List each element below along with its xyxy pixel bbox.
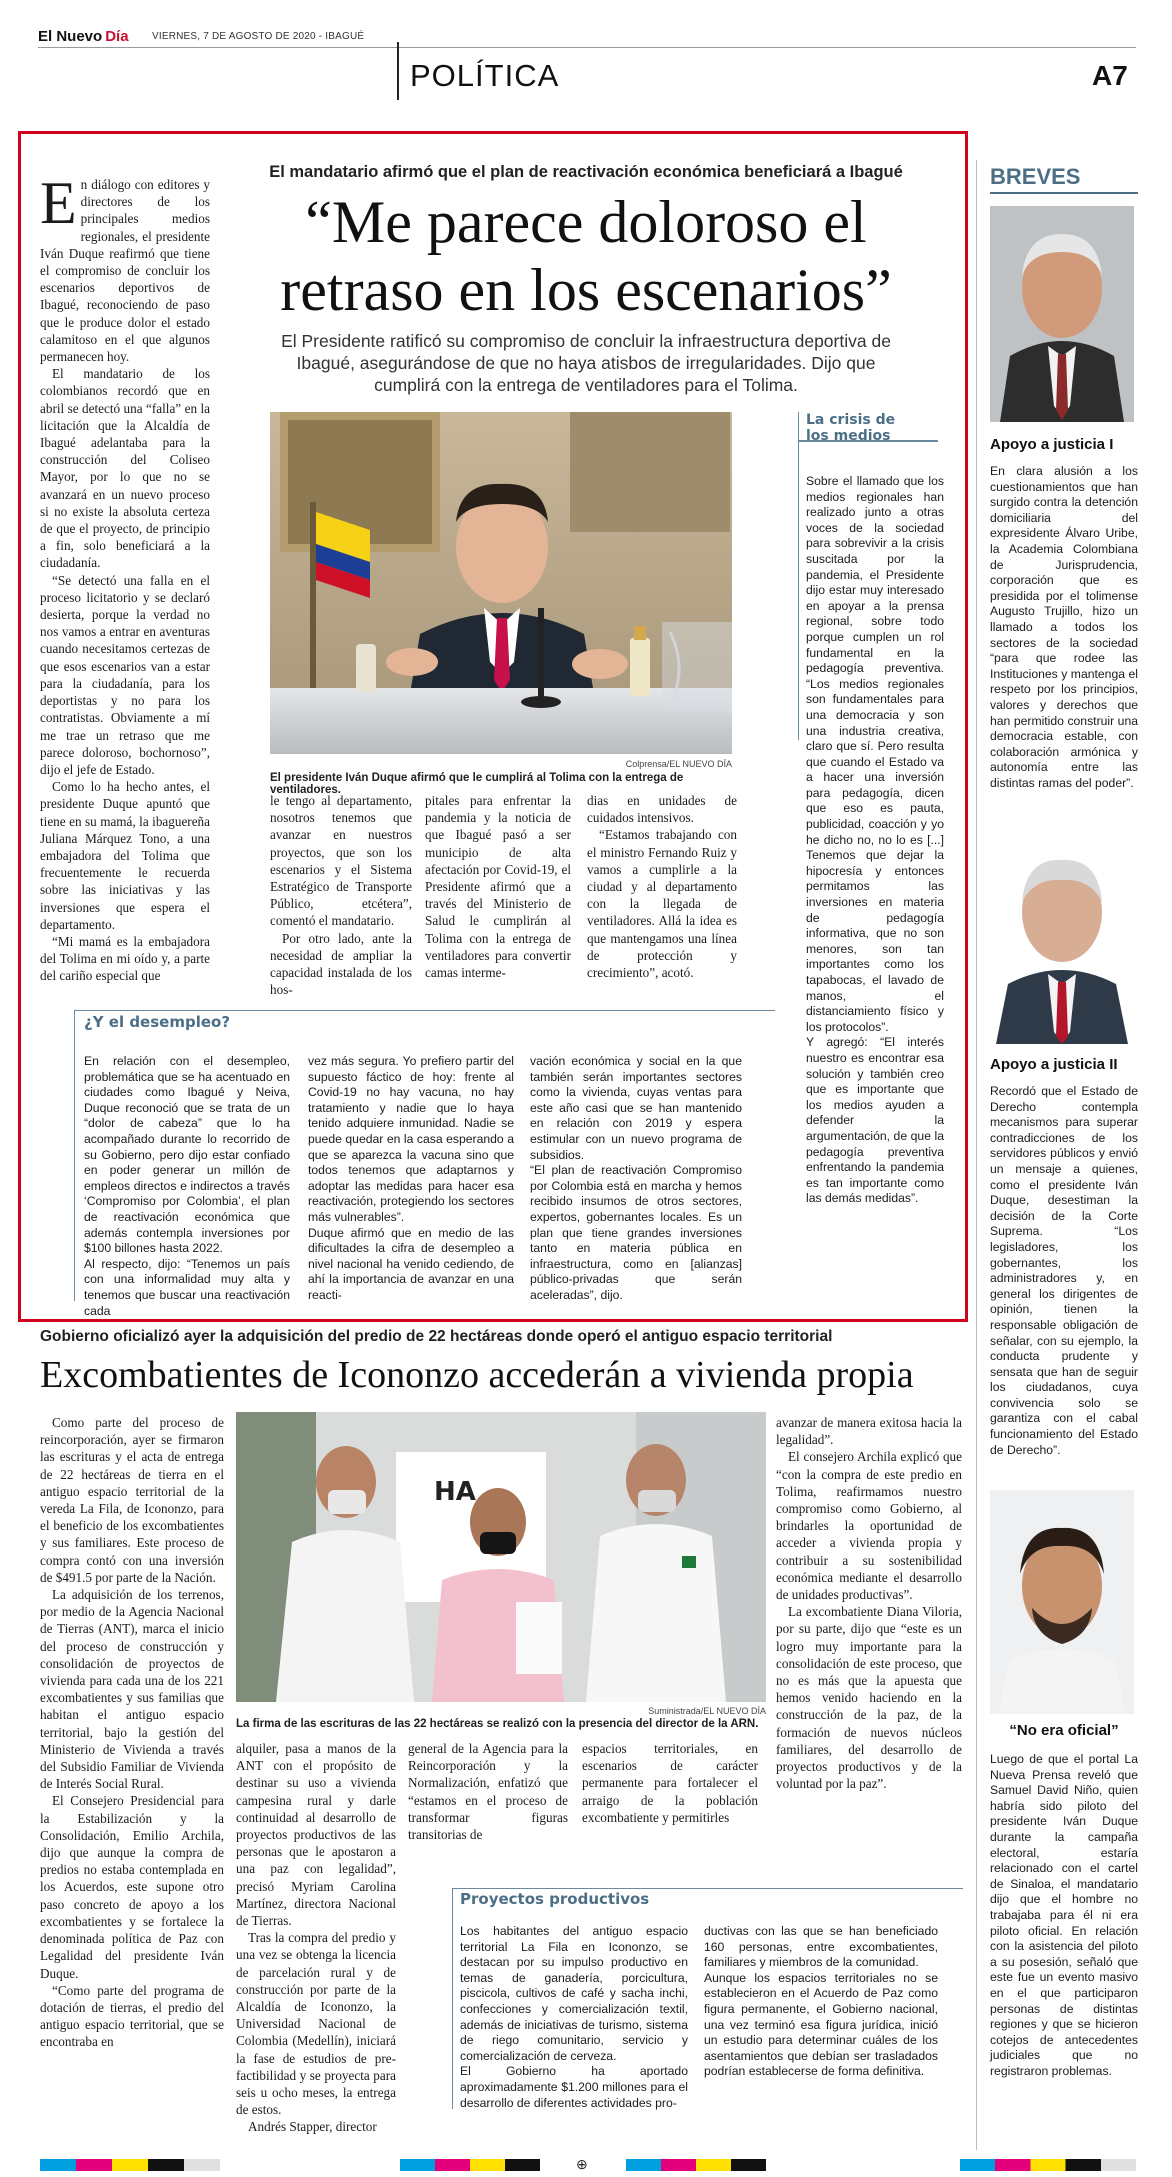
desempleo-col2 <box>308 1054 514 1304</box>
second-col3 <box>408 1740 568 1843</box>
main-photo-caption: El presidente Iván Duque afirmó que le cumplirá al Tolima con la entrega de ventiladores. <box>270 772 684 796</box>
second-photo-caption: La firma de las escrituras de las 22 hectáreas se realizó con la presencia del director de la ARN. <box>236 1718 759 1730</box>
productivos-col1 <box>460 1924 688 2111</box>
second-col5-p1: avanzar de manera exitosa hacia la legalidad”. <box>776 1415 962 1448</box>
color-bar-right <box>960 2159 1136 2171</box>
breves-label-rule <box>990 192 1138 194</box>
section-title: POLÍTICA <box>410 58 560 93</box>
breves-item1-title: Apoyo a justicia I <box>990 436 1114 453</box>
breves-divider <box>976 160 977 2150</box>
section-divider <box>397 42 399 100</box>
main-col1-p4: Como lo ha hecho antes, el presidente Duque apuntó que tiene en su mamá, la ibaguereña Juliana Márquez Tono, a una embajadora del Tolima que frecuentemente le recuerda sobre las iniciativas y las inversiones que espera el departamento. <box>40 779 210 932</box>
arn-photo-sign: HA <box>434 1477 476 1507</box>
desempleo-col2-p1: vez más segura. Yo prefiero partir del supuesto fáctico de hoy: frente al Covid-19 no hay vacuna, no hay tratamiento y nadie que lo haya tenido adquiere inmunidad. Nadie se puede quedar en la casa esperando a que se aparezca la vacuna sino que todos tenemos que adaptarnos y adoptar las medidas para hacer esa reactivación, protegiendo los sectores más vulnerables”. <box>308 1054 514 1224</box>
desempleo-col1-p1: En relación con el desempleo, problemática que se ha acentuado en ciudades como Ibagué y Neiva, Duque reconoció que se trata de un “dolor de cabeza” que lo ha acompañado durante lo recorrido de su Gobierno, pero dijo estar confiado en poder generar un millón de empleos directos e indirectos a través ‘Compromiso por Colombia’, el plan de reactivación económica que además contempla inversiones por $100 billones hasta 2022. <box>84 1054 290 1256</box>
breves-item3-text: Luego de que el portal La Nueva Prensa reveló que Samuel David Niño, quien habría sido piloto del presidente Iván Duque durante la campaña electoral, estaría relacionado con el cartel de Sinaloa, el mandatario dijo que el hombre no trabajaba para él ni era piloto oficial. En relación con la asistencia del piloto a su posesión, señaló que este fue un evento masivo en el que participaron personas de distintas regiones y que se hicieron cotejos de antecedentes judiciales que no registraron problemas. <box>990 1752 1138 2078</box>
second-col4-p1: espacios territoriales, en escenarios de carácter permanente para fortalecer el arraigo de la población excombatiente y permitirles <box>582 1741 758 1825</box>
main-col1-p3: “Se detectó una falla en el proceso licitatorio y se declaró desierta, porque la verdad no nos vamos a entrar en aventuras cuando necesitamos certezas de que esos escenarios van a estar para la ciudadanía, para los deportistas y no para los contratistas. Obviamente a mí me trae un retraso que me parece doloroso, bochornoso”, dijo el jefe de Estado. <box>40 572 210 777</box>
productivos-box-title: Proyectos productivos <box>460 1890 657 1908</box>
second-col1-p2: La adquisición de los terrenos, por medio de la Agencia Nacional de Tierras (ANT), marca el inicio del proceso de construcción y consolidación de proyectos de vivienda para cada una de los 221 excombatientes y sus familias que habitan el antiguo espacio territorial, bajo la gestión del Ministerio de Vivienda a través del Subsidio Familiar de Vivienda de Interés Social Rural. <box>40 1587 224 1792</box>
desempleo-col1 <box>84 1054 290 1319</box>
productivos-col1-p1: Los habitantes del antiguo espacio territorial La Fila en Icononzo, se destacan por su impulso productivo en temas de ganadería, porcicultura, piscicola, cultivos de café y sacha inchi, confecciones y comercialización textil, además de iniciativas de turismo, sistema de riego comunitario, servicio y comercialización de cerveza. <box>460 1924 688 2063</box>
desempleo-box-title: ¿Y el desempleo? <box>84 1013 238 1031</box>
page-number: A7 <box>1092 60 1128 91</box>
main-col4-p1: dias en unidades de cuidados intensivos. <box>587 793 737 826</box>
main-col2-p1: le tengo al departamento, nosotros tenemos que avanzar en nuestros proyectos, que son los escenarios y el Sistema Estratégico de Transporte Público, etcétera”, comentó el mandatario. <box>270 793 412 929</box>
second-col5 <box>776 1414 962 1792</box>
main-headline-line2: retraso en los escenarios” <box>280 257 892 323</box>
trujillo-photo-art <box>990 206 1134 422</box>
main-col4-p2: “Estamos trabajando con el ministro Fernando Ruiz y vamos a cumplirle a la ciudad y al departamento con la llegada de ventiladores. Allá la idea es que mantengamos una línea de protección y crecimiento”, acotó. <box>587 827 737 981</box>
color-bar-left <box>40 2159 220 2171</box>
uribe-photo-art <box>990 826 1134 1044</box>
arn-photo-art <box>236 1412 766 1702</box>
crisis-box-title <box>806 412 895 444</box>
second-headline: Excombatientes de Icononzo accederán a vivienda propia <box>40 1354 914 1396</box>
productivos-col2-p1: ductivas con las que se han beneficiado 160 personas, entre excombatientes, familiares y miembros de la comunidad. <box>704 1924 938 1970</box>
main-col1-p2: El mandatario de los colombianos recordó que en abril se detectó una “falla” en la licitación que la Alcaldía de Ibagué adelantaba para la construcción del Coliseo Mayor, por lo que no se avanzará en un nuevo proceso si no existe la absoluta certeza de que el proyecto, de principio a fin, solo beneficiará a la ciudadanía. <box>40 366 210 571</box>
second-col2-p3: Andrés Stapper, director <box>248 2119 377 2135</box>
dateline: VIERNES, 7 DE AGOSTO DE 2020 - IBAGUÉ <box>152 31 365 42</box>
second-kicker: Gobierno oficializó ayer la adquisición del predio de 22 hectáreas donde operó el antiguo espacio territorial <box>40 1328 833 1345</box>
second-col1-p3: El Consejero Presidencial para la Estabilización y la Consolidación, Emilio Archila, dijo que aunque la compra de predios no estaba contemplada en los Acuerdos, este supone otro paso concreto de apoyo a los excombatientes y se fortalece la denominada política de Paz con Legalidad del presidente Iván Duque. <box>40 1793 224 1981</box>
crisis-title-1: La crisis de <box>806 412 896 428</box>
uribe-photo <box>990 826 1134 1044</box>
main-col3-p1: pitales para enfrentar la pandemia y la noticia de que Ibagué pasó a ser municipio de alta afectación por Covid-19, el Presidente afirmó que a través del Ministerio de Salud le cumplirán al Tolima con la entrega de ventiladores para convertir camas interme- <box>425 793 571 981</box>
breves-item2-title: Apoyo a justicia II <box>990 1056 1118 1073</box>
main-col3 <box>425 792 571 981</box>
main-col2-p2: Por otro lado, ante la necesidad de ampliar la capacidad instalada de los hos- <box>270 930 412 998</box>
second-col5-p3: La excombatiente Diana Viloria, por su parte, dijo que “este es un logro muy importante para la consolidación de este proceso, que no es más que la apuesta que hemos venido haciendo en la construcción de la paz, de la formación de nuevos núcleos familiares, del desarrollo de proyectos productivos y de la voluntad por la paz”. <box>776 1604 962 1792</box>
desempleo-col1-p2: Al respecto, dijo: “Tenemos un país con una informalidad muy alta y tenemos que buscar una reactivación cada <box>84 1256 290 1318</box>
desempleo-col2-p2: Duque afirmó que en medio de las dificultades la cifra de desempleo a nivel nacional ha venido cediendo, de ahí la importancia de avanzar en una reacti- <box>308 1225 514 1302</box>
second-col5-p2: El consejero Archila explicó que “con la compra de este predio en Tolima, reafirmamos nuestro compromiso como Gobierno, al brindarles la oportunidad de acceder a vivienda propia y contribuir a su sostenibilidad económica mediante el desarrollo de unidades productivas”. <box>776 1449 962 1603</box>
duque-photo <box>270 412 732 754</box>
breves-item3-title: “No era oficial” <box>1009 1722 1119 1739</box>
desempleo-col3-p1: vación económica y social en la que también serán importantes sectores como la vivienda, cuyas ventas para este año casi que se han mantenido en relación con 2019 y espera estimular con un nuevo programa de subsidios. <box>530 1054 742 1162</box>
second-col1-p4: “Como parte del programa de dotación de tierras, el predio del antiguo espacio territorial, que se encontraba en <box>40 1982 224 2050</box>
main-col1 <box>40 170 210 985</box>
crisis-box-rule <box>798 412 799 740</box>
main-col4 <box>587 792 737 981</box>
registration-mark-icon: ⊕ <box>576 2156 588 2172</box>
second-col3-p1: general de la Agencia para la Reincorporación y la Normalización, enfatizó que “estamos en el proceso de transformar figuras transitorias de <box>408 1741 568 1843</box>
main-kicker: El mandatario afirmó que el plan de reactivación económica beneficiará a Ibagué <box>269 163 903 181</box>
breves-label: BREVES <box>990 164 1081 189</box>
color-bar-center-left <box>400 2159 540 2171</box>
main-deck: El Presidente ratificó su compromiso de concluir la infraestructura deportiva de Ibagué, asegurándose de que no haya atisbos de irregularidades. Dijo que cumplirá con la entrega de ventiladores para el Tolima. <box>281 331 891 395</box>
second-col2-p1: alquiler, pasa a manos de la ANT con el propósito de destinar su uso a vivienda campesina rural y darle continuidad al desarrollo de proyectos productivos de las personas que le apostaron a una paz con legalidad”, precisó Myriam Carolina Martínez, directora Nacional de Tierras. <box>236 1741 396 1929</box>
duque-photo-art <box>270 412 732 754</box>
productivos-col1-p2: El Gobierno ha aportado aproximadamente $1.200 millones para el desarrollo de diferentes actividades pro- <box>460 2064 688 2110</box>
desempleo-col3-p2: “El plan de reactivación Compromiso por Colombia está en marcha y hemos recibido insumos de otros sectores, expertos, gobernantes locales. Es un plan que tiene grandes inversiones tanto en materia pública en infraestructura, como en [alianzas] público-privadas que serán aceleradas”, dijo. <box>530 1163 742 1302</box>
crisis-text-p1: Sobre el llamado que los medios regionales han realizado junto a otras voces de la sociedad para sobrevivir a la crisis suscitada por la pandemia, el Presidente dijo estar muy interesado en apoyar a la prensa regional, sobre todo porque cumplen un rol fundamental en la pedagogía preventiva. “Los medios regionales son fundamentales para una democracia y son una industria creativa, claro que sí. Pero resulta que cuando el Estado va a hacer una inversión para pedagogía, dicen que eso es pauta, publicidad, coacción y yo he dicho no, no lo es [...] Tenemos que dejar la hipocresía y entonces permitamos las inversiones en materia de pedagogía informativa, que no son menores, son tan importantes como los tapabocas, el lavado de manos, el distanciamiento físico y los protocolos”. <box>806 474 944 1034</box>
nino-photo <box>990 1490 1134 1714</box>
nino-photo-art <box>990 1490 1134 1714</box>
color-bar-center-right <box>626 2159 766 2171</box>
crisis-box-text <box>806 474 944 1207</box>
dropcap: E <box>40 170 77 236</box>
breves-item1-text: En clara alusión a los cuestionamientos que han surgido contra la detención domiciliaria del expresidente Álvaro Uribe, la Academia Colombiana de Jurisprudencia, corporación que es presidida por el tolimense Augusto Trujillo, hizo un llamado a todos los sectores de la sociedad “para que rodee las Instituciones y mantenga el respeto por los principios, valores y derechos que han permitido construir una democracia estable, con colaboración armónica y autonomía entre las distintas ramas del poder”. <box>990 464 1138 790</box>
masthead-rule <box>38 47 1136 48</box>
main-headline <box>230 188 942 324</box>
main-headline-line1: “Me parece doloroso el <box>305 189 867 255</box>
arn-photo <box>236 1412 766 1702</box>
second-col2-p2: Tras la compra del predio y una vez se obtenga la licencia de parcelación rural y de construcción por parte de la Alcaldía de Icononzo, la Universidad Nacional de Colombia (Medellín), iniciará la fase de estudios de pre-factibilidad y se proyecta para seis u ocho meses, la entrega de estos. <box>236 1930 396 2118</box>
main-col1-first: n diálogo con editores y directores de los principales medios regionales, el presidente Iván Duque reafirmó que tiene el compromiso de concluir los escenarios deportivos de Ibagué, reconociendo de paso que le produce dolor el estado calamitoso en el que algunos permanecen hoy. <box>40 177 210 365</box>
breves-item2-text: Recordó que el Estado de Derecho contempla mecanismos para superar contradicciones de los servidores públicos y envió un mensaje a quienes, como el presidente Iván Duque, desestiman la decisión de la Corte Suprema. “Los legisladores, los gobernantes, los administradores y, en general los dirigentes de opinión, tienen la responsable obligación de señalar, con su ejemplo, la conducta prudente y sensata que han de seguir los ciudadanos, cuya convivencia solo se garantiza con el cabal funcionamiento del Estado de Derecho”. <box>990 1084 1138 1457</box>
main-photo-credit: Colprensa/EL NUEVO DÍA <box>625 759 732 769</box>
productivos-col2 <box>704 1924 938 2080</box>
crisis-title-2: los medios <box>806 428 891 444</box>
second-col1 <box>40 1414 224 2051</box>
main-col1-p5: “Mi mamá es la embajadora del Tolima en mi oído y, a parte del cariño especial que <box>40 933 210 984</box>
crisis-text-p2: Y agregó: “El interés nuestro es encontrar esa solución y también creo que es importante que los medios ayuden a defender la argumentación, de que la pedagogía preventiva enfrentando la pandemia es tan importante como las demás medidas”. <box>806 1035 944 1206</box>
second-col2 <box>236 1740 396 2136</box>
second-col1-p1: Como parte del proceso de reincorporación, ayer se firmaron las escrituras y el acta de entrega de 22 hectáreas de tierra en el antiguo espacio territorial de la vereda La Fila, de Icononzo, para el beneficio de los excombatientes y sus familiares. Este proceso de compra contó con una inversión de $491.5 por parte de la Nación. <box>40 1415 224 1585</box>
desempleo-col3 <box>530 1054 742 1304</box>
trujillo-photo <box>990 206 1134 422</box>
second-col4 <box>582 1740 758 1826</box>
masthead-logo <box>38 28 129 45</box>
logo-left: El Nuevo <box>38 28 103 45</box>
productivos-col2-p2: Aunque los espacios territoriales no se establecieron en el Acuerdo de Paz como figura permanente, el Gobierno nacional, una vez terminó esa figura jurídica, inició un estudio para determinar cuáles de los asentamientos que debían ser trasladados podrían establecerse de forma definitiva. <box>704 1970 938 2079</box>
main-col2 <box>270 792 412 998</box>
logo-right: Día <box>105 28 129 45</box>
second-photo-credit: Suministrada/EL NUEVO DÍA <box>648 1706 766 1716</box>
